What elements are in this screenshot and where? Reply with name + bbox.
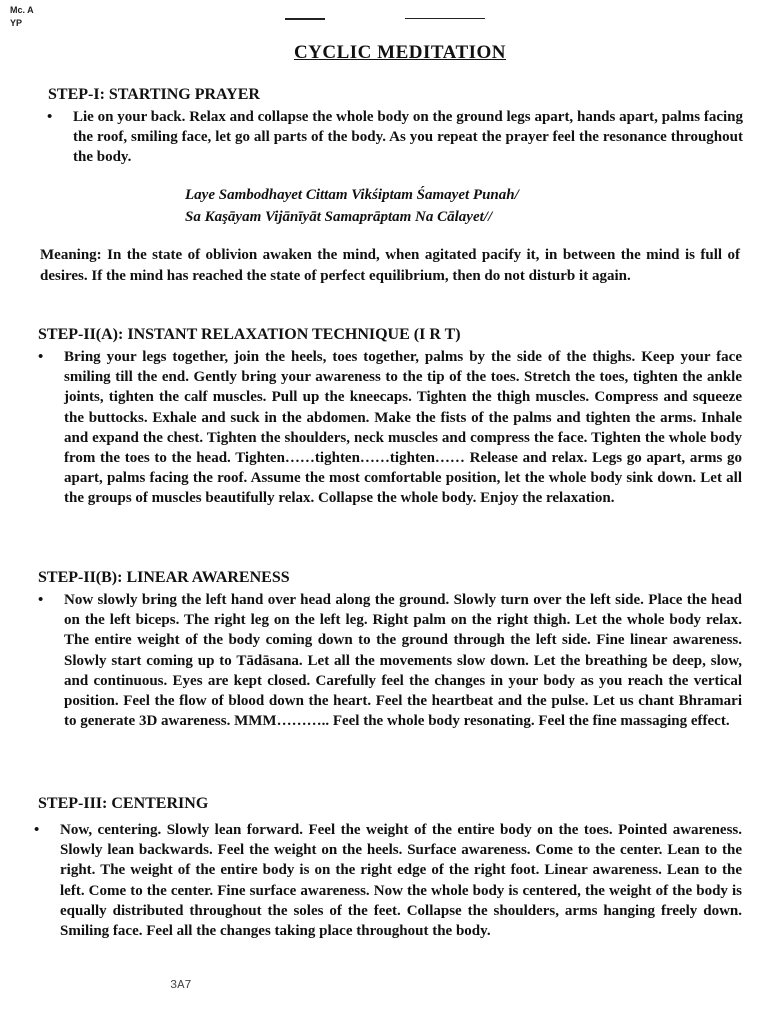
step-2a-text: Bring your legs together, join the heels, toes together, palms by the side of the thighs. Keep your face smiling till the end. Gently bring your awareness to the tip of the toes. Stretch the toes, tighten the ankle joints, tighten the calf muscles. Pull up the kneecaps. Tighten the thigh muscles. Compress and squeeze the buttocks. Exhale and suck in the abdomen. Make the fists of the palms and tighten the arms. Inhale and expand the chest. Tighten the shoulders, neck muscles and compress the face. Tighten the whole body from the toes to the head. Tighten……tighten……tighten…… Release and relax. Legs go apart, arms go apart, palms facing the roof. Assume the most comfortable position, let the whole body sink down. Let all the groups of muscles beautifully relax. Collapse the whole body. Enjoy the relaxation. xyxy=(64,349,742,507)
step-1-heading: STEP-I: STARTING PRAYER xyxy=(48,86,260,103)
step-2b-heading: STEP-II(B): LINEAR AWARENESS xyxy=(38,569,290,586)
step-1-text: Lie on your back. Relax and collapse the whole body on the ground legs apart, hands apart, palms facing the roof, smiling face, let go all parts of the body. As you repeat the prayer feel the resonance throughout the body. xyxy=(73,109,743,166)
step-2b-text: Now slowly bring the left hand over head along the ground. Slowly turn over the left side. Place the head on the left biceps. The right leg on the left leg. Right palm on the right thigh. Let the whole body relax. The entire weight of the body coming down to the ground through the left side. Fine linear awareness. Slowly start coming up to Tādāsana. Let all the movements slow down. Let the breathing be deep, slow, and continuous. Eyes are kept closed. Carefully feel the changes in your body as you reach the vertical position. Feel the flow of blood down the heart. Feel the heartbeat and the pulse. Let us chant Bhramari to generate 3D awareness. MMM……….. Feel the whole body resonating. Feel the fine massaging effect. xyxy=(64,592,742,730)
step-1-paragraph xyxy=(47,107,743,168)
bullet-icon: • xyxy=(38,592,44,608)
step-2b-paragraph xyxy=(38,590,742,731)
meaning-label: Meaning: xyxy=(40,247,102,263)
sanskrit-mantra xyxy=(185,184,519,228)
top-decorative-dash-left xyxy=(285,18,325,20)
corner-handwritten-note xyxy=(10,4,34,30)
step-2a-paragraph xyxy=(38,347,742,509)
mantra-meaning xyxy=(40,245,740,286)
corner-note-line-2: YP xyxy=(10,18,23,28)
corner-note-line-1: Mc. A xyxy=(10,5,34,15)
bullet-icon: • xyxy=(47,109,53,125)
top-decorative-dash-right xyxy=(405,18,485,19)
bullet-icon: • xyxy=(34,822,40,838)
meaning-text: In the state of oblivion awaken the mind, when agitated pacify it, in between the mind is full of desires. If the mind has reached the state of perfect equilibrium, then do not disturb it again. xyxy=(40,247,740,284)
step-3-text: Now, centering. Slowly lean forward. Feel the weight of the entire body on the toes. Pointed awareness. Slowly lean backwards. Feel the weight on the heels. Surface awareness. Come to the center. Lean to the right. The weight of the entire body is on the right edge of the right foot. Linear awareness. Lean to the left. Come to the center. Fine surface awareness. Now the whole body is centered, the weight of the body is equally distributed throughout the soles of the feet. Collapse the shoulders, arms hanging freely down. Smiling face. Feel all the changes taking place throughout the body. xyxy=(60,822,742,940)
mantra-line-2: Sa Kaşāyam Vijānīyāt Samaprāptam Na Cālayet// xyxy=(185,209,493,225)
step-2a-heading: STEP-II(A): INSTANT RELAXATION TECHNIQUE (I R T) xyxy=(38,326,461,343)
bullet-icon: • xyxy=(38,349,44,365)
step-3-heading: STEP-III: CENTERING xyxy=(38,795,209,812)
mantra-line-1: Laye Sambodhayet Cittam Vikśiptam Śamayet Punah/ xyxy=(185,187,519,203)
page-title: CYCLIC MEDITATION xyxy=(293,42,507,63)
page-footer-mark: 3A7 xyxy=(170,978,192,992)
step-3-paragraph xyxy=(34,820,742,941)
